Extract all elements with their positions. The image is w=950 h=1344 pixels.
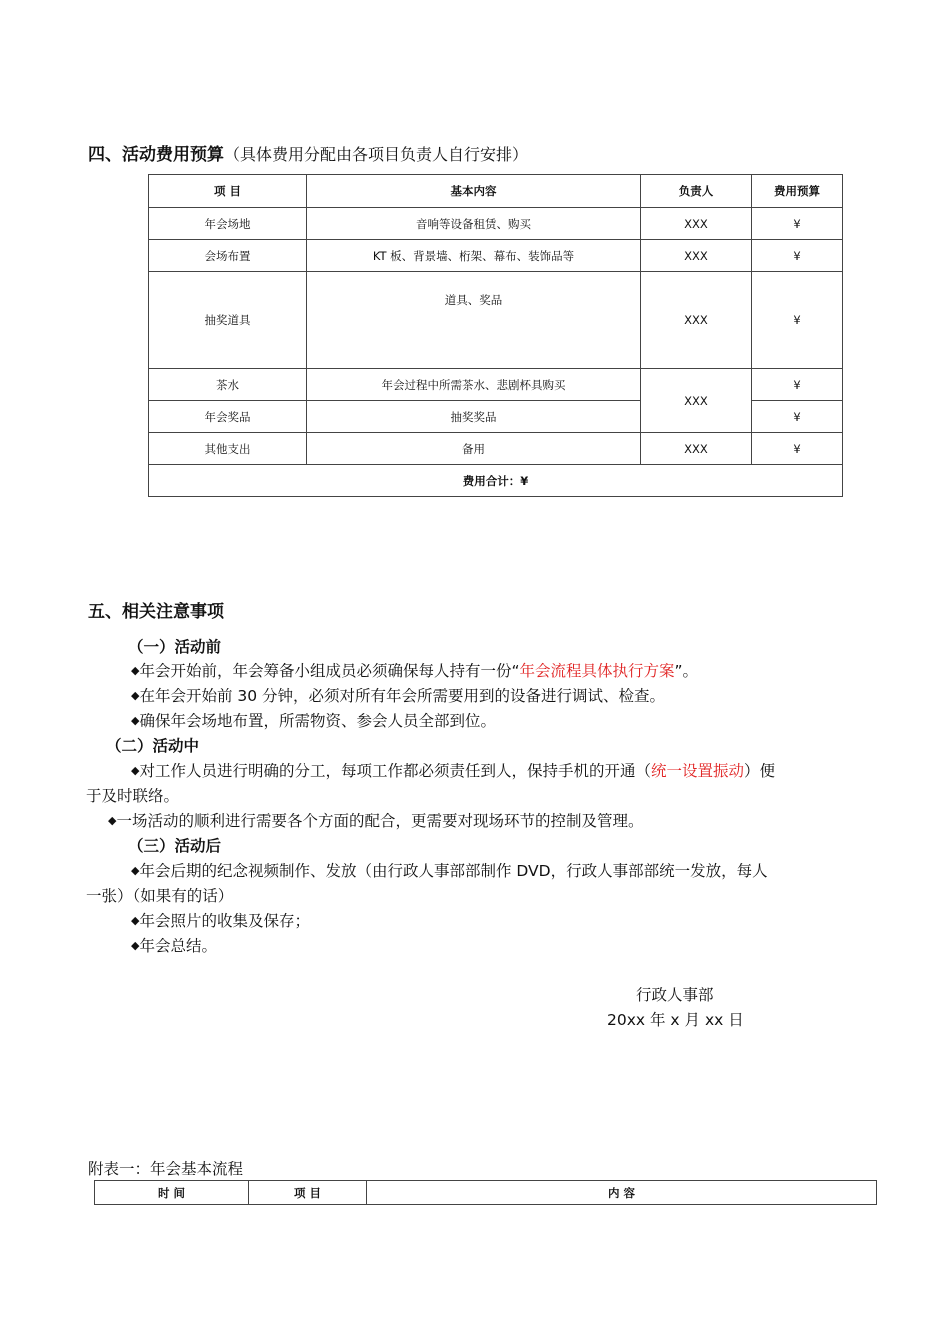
before-item-3	[131, 709, 496, 731]
cell-content: 抽奖奖品	[307, 401, 641, 433]
cell-item: 抽奖道具	[149, 272, 307, 369]
before-item-1-highlight: 年会流程具体执行方案	[519, 662, 675, 680]
bullet-icon: ◆	[131, 714, 140, 727]
before-item-2-text: 在年会开始前 30 分钟，必须对所有年会所需要用到的设备进行调试、检查。	[139, 687, 666, 705]
cell-item: 年会奖品	[149, 401, 307, 433]
header-content: 基本内容	[307, 175, 641, 208]
appendix-title: 附表一：年会基本流程	[88, 1160, 244, 1178]
header-budget: 费用预算	[752, 175, 843, 208]
before-item-1-text: 年会开始前，年会筹备小组成员必须确保每人持有一份“	[139, 662, 520, 680]
after-item-3-text: 年会总结。	[139, 937, 217, 955]
bullet-icon: ◆	[131, 764, 140, 777]
bullet-icon: ◆	[131, 864, 140, 877]
before-item-1-end: ”。	[674, 662, 699, 680]
cell-item: 会场布置	[149, 240, 307, 272]
cell-content: 音响等设备租赁、购买	[307, 208, 641, 240]
during-item-1-cont: 于及时联络。	[86, 787, 180, 805]
after-item-1-text: 年会后期的纪念视频制作、发放（由行政人事部部制作 DVD，行政人事部部统一发放，每人	[139, 862, 768, 880]
after-item-1-cont: 一张）（如果有的话）	[86, 887, 234, 905]
header-content: 内 容	[367, 1181, 877, 1205]
cell-owner: XXX	[641, 208, 752, 240]
during-item-2	[108, 809, 643, 831]
bullet-icon: ◆	[131, 664, 140, 677]
flow-header-row	[95, 1181, 877, 1205]
cell-owner: XXX	[641, 272, 752, 369]
table-row	[149, 369, 843, 401]
cell-budget: ¥	[752, 208, 843, 240]
cell-item: 年会场地	[149, 208, 307, 240]
after-item-2	[131, 909, 310, 931]
header-item: 项 目	[249, 1181, 367, 1205]
during-item-1-text: 对工作人员进行明确的分工，每项工作都必须责任到人，保持手机的开通（	[139, 762, 651, 780]
before-item-3-text: 确保年会场地布置，所需物资、参会人员全部到位。	[139, 712, 496, 730]
budget-total: 费用合计：¥	[149, 465, 843, 497]
cell-item: 其他支出	[149, 433, 307, 465]
before-title: （一）活动前	[128, 638, 222, 656]
section-4-heading: 四、活动费用预算	[88, 145, 224, 165]
cell-content: 年会过程中所需茶水、悲剧杯具购买	[307, 369, 641, 401]
bullet-icon: ◆	[131, 914, 140, 927]
cell-content: 道具、奖品	[307, 272, 641, 369]
after-title: （三）活动后	[128, 837, 222, 855]
during-title: （二）活动中	[106, 737, 200, 755]
cell-owner-merged: XXX	[641, 369, 752, 433]
section-5-title: 五、相关注意事项	[88, 602, 224, 622]
bullet-icon: ◆	[131, 939, 140, 952]
flow-table	[94, 1180, 877, 1205]
after-item-3	[131, 934, 217, 956]
cell-item: 茶水	[149, 369, 307, 401]
table-row	[149, 240, 843, 272]
table-row	[149, 433, 843, 465]
budget-table	[148, 174, 843, 497]
during-item-2-text: 一场活动的顺利进行需要各个方面的配合，更需要对现场环节的控制及管理。	[116, 812, 644, 830]
table-row	[149, 208, 843, 240]
signature-date: 20xx 年 x 月 xx 日	[607, 1011, 744, 1029]
section-4-note: （具体费用分配由各项目负责人自行安排）	[224, 145, 529, 164]
cell-budget: ¥	[752, 272, 843, 369]
budget-header-row	[149, 175, 843, 208]
cell-budget: ¥	[752, 401, 843, 433]
cell-budget: ¥	[752, 369, 843, 401]
bullet-icon: ◆	[108, 814, 117, 827]
cell-content: 备用	[307, 433, 641, 465]
signature-dept: 行政人事部	[636, 986, 714, 1004]
after-item-2-text: 年会照片的收集及保存；	[139, 912, 310, 930]
before-item-1	[131, 659, 698, 681]
before-item-2	[131, 684, 665, 706]
total-row	[149, 465, 843, 497]
header-item: 项 目	[149, 175, 307, 208]
after-item-1	[131, 859, 768, 881]
cell-owner: XXX	[641, 433, 752, 465]
header-owner: 负责人	[641, 175, 752, 208]
cell-budget: ¥	[752, 240, 843, 272]
table-row	[149, 272, 843, 369]
during-item-1-highlight: 统一设置振动	[650, 762, 744, 780]
cell-content: KT 板、背景墙、桁架、幕布、装饰品等	[307, 240, 641, 272]
cell-budget: ¥	[752, 433, 843, 465]
header-time: 时 间	[95, 1181, 249, 1205]
bullet-icon: ◆	[131, 689, 140, 702]
section-4-title	[88, 140, 528, 165]
during-item-1	[131, 759, 775, 781]
cell-owner: XXX	[641, 240, 752, 272]
during-item-1-end: ）便	[744, 762, 776, 780]
